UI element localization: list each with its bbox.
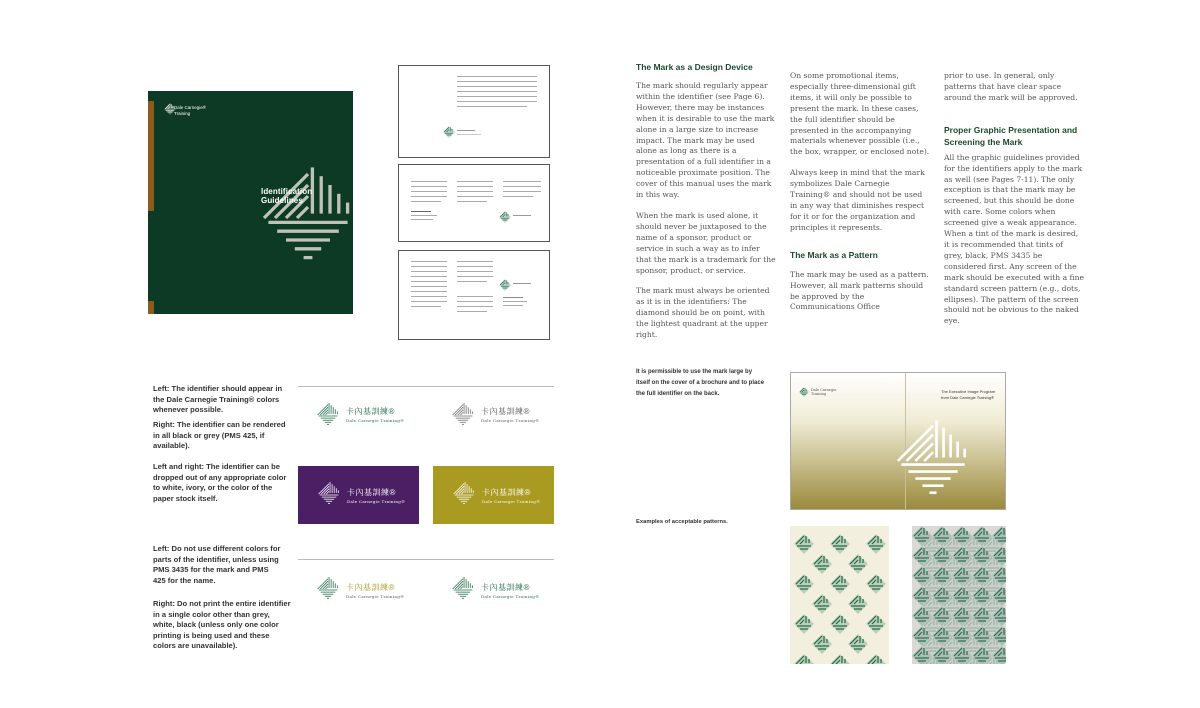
- pattern-sample-grey: [912, 526, 1006, 664]
- section-heading: Proper Graphic Presentation and Screening the Mark: [944, 124, 1078, 147]
- identifier-chinese: 卡內基訓練®: [481, 407, 530, 416]
- page-thumbnail-2: [398, 164, 550, 242]
- identifier-english: Dale Carnegie Training®: [481, 418, 540, 423]
- mark-icon: [315, 576, 341, 602]
- paragraph: The mark must always be oriented as it is in the identifiers: The diamond should be on point, with the lightest quadrant at the upper right.: [636, 286, 770, 340]
- cover-brand: [174, 105, 234, 117]
- cover-spine-accent-bottom: [148, 301, 154, 314]
- page-thumbnail-3: [398, 250, 550, 340]
- identifier-chinese: 卡內基訓練®: [346, 583, 395, 592]
- brochure-title: The Executive Image Program from Dale Carnegie Training®: [941, 389, 996, 400]
- mark-icon: [450, 576, 476, 602]
- identifier-chinese: 卡內基訓練®: [481, 583, 530, 592]
- brochure-back-mark-icon: [799, 387, 809, 397]
- paragraph: When the mark is used alone, it should never be juxtaposed to the name of a sponsor, product or service in such a way as to infer that the mark is a trademark for the sponsor, product, or service.: [636, 210, 776, 275]
- identifier-english: Dale Carnegie Training®: [347, 499, 406, 504]
- pattern-sample-ivory: [790, 526, 889, 664]
- thumb-mark-icon: [443, 126, 455, 138]
- paragraph: The mark should regularly appear within the identifier (see Page 6). However, there may be instances when it is desirable to use the mark alone in a large size to increase impact. The mark may be used alone as long as there is a presentation of a full identifier in a noticeable proximate position. The cover of this manual uses the mark in this way.: [636, 81, 775, 200]
- identifier-grey-sample: [450, 402, 560, 430]
- cover-title: Identification Guidelines: [261, 187, 313, 205]
- cover-mark-icon: [253, 163, 363, 273]
- caption-dropout: Left and right: The identifier can be dropped out of any appropriate color to white, ivory, or the color of the paper stock itself.: [153, 462, 287, 503]
- identifier-english: Dale Carnegie Training®: [346, 594, 405, 599]
- mark-icon: [451, 481, 477, 507]
- section-heading: The Mark as a Design Device: [636, 62, 753, 72]
- caption-different-colors: Left: Do not use different colors for parts of the identifier, unless using PMS 3435 for the mark and PMS 425 for the name.: [153, 544, 281, 585]
- patterns-caption: Examples of acceptable patterns.: [636, 519, 728, 525]
- cover-brand-line1: Dale Carnegie®: [174, 105, 207, 110]
- paragraph: On some promotional items, especially three-dimensional gift items, it will only be possible to present the mark. In these cases, the full identifier should be presented in the accompanying materials whenever possible (i.e., the box, wrapper, or enclosed note).: [790, 71, 930, 157]
- thumb-mark-icon: [499, 279, 511, 291]
- thumb-mark-icon: [499, 211, 511, 223]
- column-2: [790, 71, 930, 313]
- mark-icon: [316, 481, 342, 507]
- paragraph: Always keep in mind that the mark symbolizes Dale Carnegie Training® and should not be used in any way that diminishes respect for it or for the organization and principles it represents.: [790, 168, 925, 232]
- caption-colors: Left: The identifier should appear in the Dale Carnegie Training® colors whenever possible.: [153, 384, 283, 415]
- identifier-english: Dale Carnegie Training®: [481, 594, 540, 599]
- identifier-english: Dale Carnegie Training®: [346, 418, 405, 423]
- cover-spine-accent: [148, 101, 154, 211]
- column-3: [944, 71, 1084, 327]
- brochure-mark-icon: [889, 417, 977, 505]
- section-mark-design-device: [636, 62, 776, 341]
- paragraph: All the graphic guidelines provided for the identifiers apply to the mark as well (see Pages 7-11). The only exception is that the mark may be screened, but this should be done with care. Some colors when screened give a weak appearance. When a tint of the mark is desired, it is recommended that tints of grey, black, PMS 3435 be considered first. Any screen of the mark should be executed with a fine standard screen pattern (e.g., dots, ellipses). The pattern of the screen should not be obvious to the naked eye.: [944, 152, 1085, 326]
- caption-single-color: Right: Do not print the entire identifier in a single color other than grey, white, black (unless only one color printing is being used and these colors are unavailable).: [153, 599, 291, 651]
- identifier-color-sample: [315, 402, 425, 430]
- brochure-caption: It is permissible to use the mark large by itself on the cover of a brochure and to place the full identifier on the back.: [636, 369, 765, 397]
- mark-icon: [315, 402, 341, 428]
- mark-icon: [450, 402, 476, 428]
- identifier-incorrect-single: [450, 576, 560, 604]
- divider: [298, 559, 554, 560]
- paragraph: prior to use. In general, only patterns that have clear space around the mark will be approved.: [944, 71, 1078, 102]
- cover-brand-line2: Training: [174, 111, 191, 116]
- identifier-english: Dale Carnegie Training®: [482, 499, 541, 504]
- brochure-spread: [790, 372, 1006, 510]
- identifier-chinese: 卡內基訓練®: [346, 407, 395, 416]
- divider: [298, 386, 554, 387]
- identifier-dropout-purple: [298, 466, 419, 524]
- paragraph: The mark may be used as a pattern. However, all mark patterns should be approved by the Communications Office: [790, 269, 929, 312]
- caption-black-grey: Right: The identifier can be rendered in all black or grey (PMS 425, if available).: [153, 420, 286, 451]
- brochure-brand: Dale Carnegie Training: [811, 388, 837, 396]
- identifier-chinese: 卡內基訓練®: [347, 488, 396, 497]
- identifier-chinese: 卡內基訓練®: [482, 488, 531, 497]
- identifier-dropout-olive: [433, 466, 554, 524]
- identifier-incorrect-mixed: [315, 576, 425, 604]
- section-heading: The Mark as a Pattern: [790, 249, 878, 260]
- manual-cover: [148, 91, 353, 314]
- page-thumbnail-1: [398, 65, 550, 158]
